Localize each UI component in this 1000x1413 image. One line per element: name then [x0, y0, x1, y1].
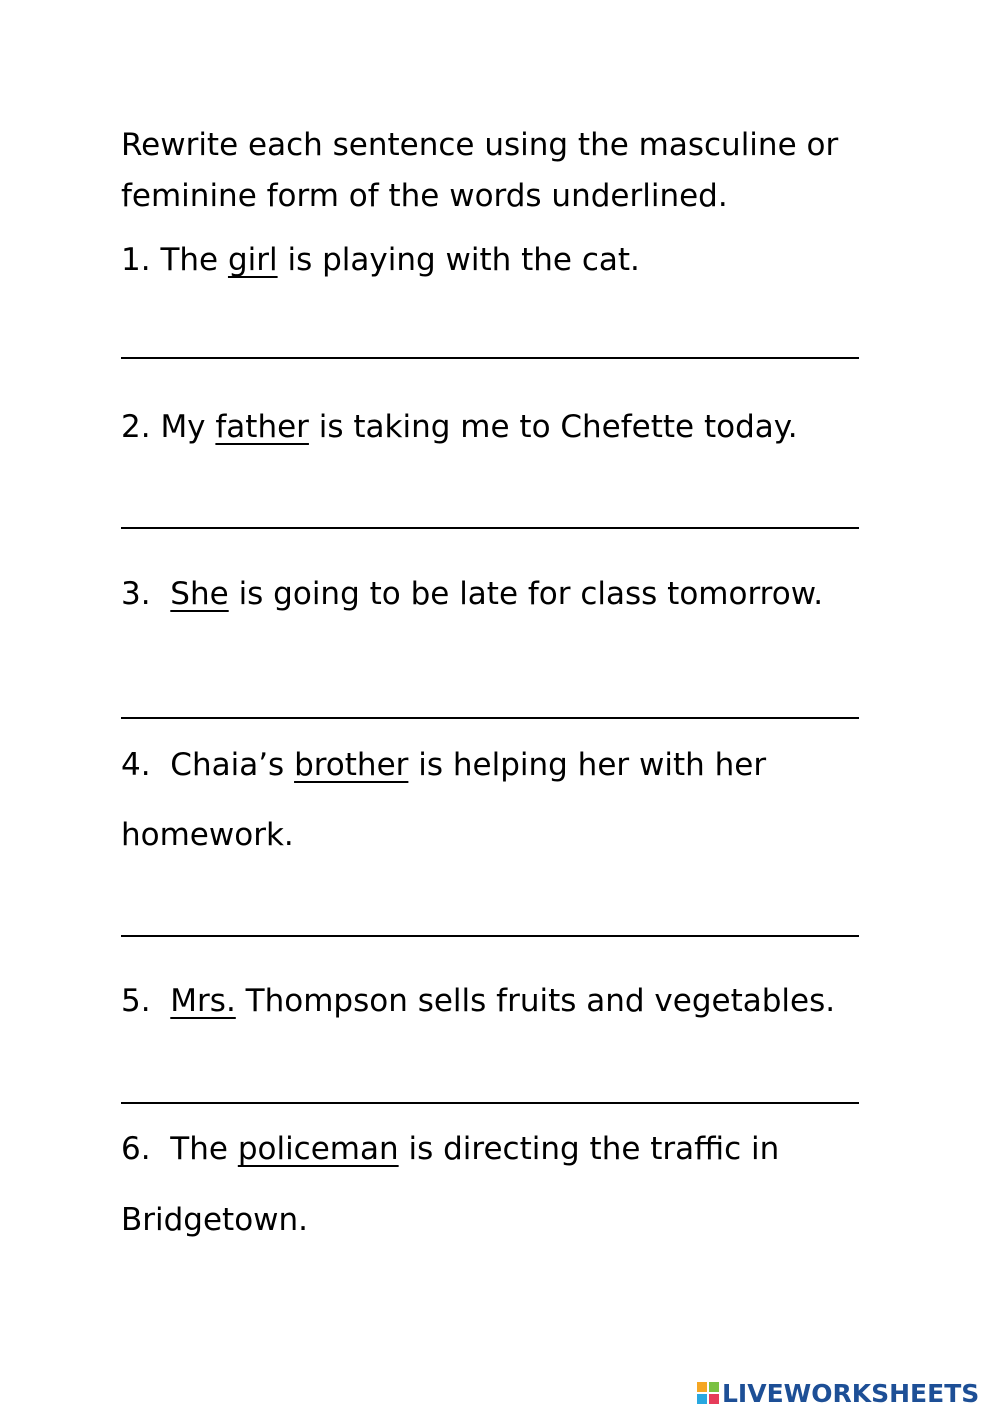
question-1 — [121, 242, 640, 278]
question-4-continuation: homework. — [121, 817, 294, 853]
underlined-word: father — [215, 409, 309, 445]
question-text-after: is taking me to Chefette today. — [318, 409, 798, 445]
question-text-before: Chaia’s — [170, 747, 285, 783]
answer-line-1 — [121, 357, 859, 359]
liveworksheets-logo — [697, 1380, 979, 1406]
question-4 — [121, 747, 767, 783]
question-number: 5. — [121, 983, 151, 1019]
answer-line-2 — [121, 527, 859, 529]
question-text-after: is directing the traffic in — [408, 1131, 780, 1167]
answer-input-4[interactable] — [121, 898, 863, 934]
question-text-before: The — [160, 242, 219, 278]
question-number: 6. — [121, 1131, 151, 1167]
question-5 — [121, 983, 836, 1019]
answer-line-4 — [121, 935, 859, 937]
question-text-after: is helping her with her — [418, 747, 767, 783]
question-text-after: is going to be late for class tomorrow. — [238, 576, 824, 612]
underlined-word: She — [170, 576, 229, 612]
answer-line-3 — [121, 717, 859, 719]
instructions-line-1: Rewrite each sentence using the masculine or — [121, 127, 839, 163]
underlined-word: policeman — [237, 1131, 399, 1167]
question-number: 3. — [121, 576, 151, 612]
question-number: 4. — [121, 747, 151, 783]
answer-input-3[interactable] — [121, 680, 863, 716]
liveworksheets-mark-icon — [697, 1382, 719, 1404]
answer-input-2[interactable] — [121, 490, 863, 526]
answer-line-5 — [121, 1102, 859, 1104]
answer-input-1[interactable] — [121, 320, 863, 356]
question-3 — [121, 576, 824, 612]
instructions-line-2: feminine form of the words underlined. — [121, 178, 728, 214]
question-number: 2. — [121, 409, 151, 445]
underlined-word: brother — [294, 747, 409, 783]
answer-input-5[interactable] — [121, 1065, 863, 1101]
question-2 — [121, 409, 798, 445]
question-text-before: The — [170, 1131, 228, 1167]
question-6-continuation: Bridgetown. — [121, 1202, 309, 1238]
question-text-after: is playing with the cat. — [287, 242, 640, 278]
question-number: 1. — [121, 242, 151, 278]
question-6 — [121, 1131, 780, 1167]
question-text-after: Thompson sells fruits and vegetables. — [245, 983, 836, 1019]
logo-text: LIVEWORKSHEETS — [722, 1378, 980, 1408]
underlined-word: girl — [227, 242, 278, 278]
underlined-word: Mrs. — [170, 983, 236, 1019]
question-text-before: My — [160, 409, 206, 445]
